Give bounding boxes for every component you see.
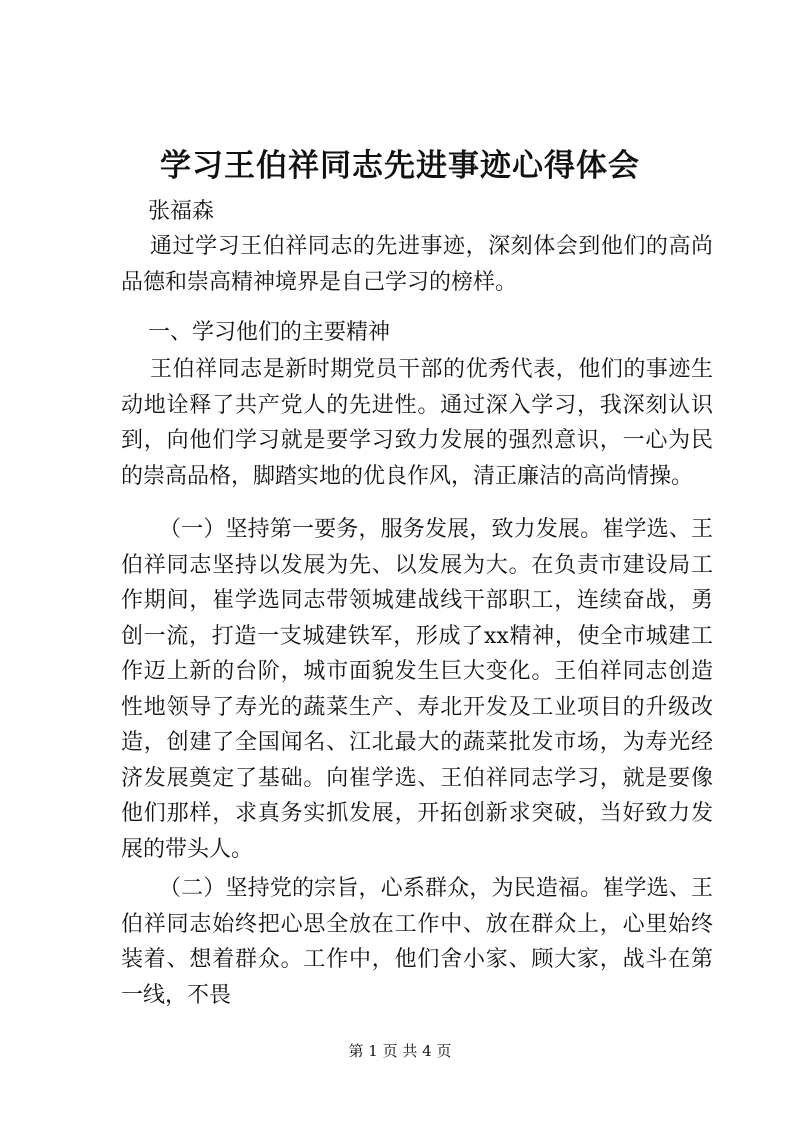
page-footer: 第 1 页 共 4 页 xyxy=(348,1042,452,1060)
paragraph-intro: 通过学习王伯祥同志的先进事迹，深刻体会到他们的高尚品德和崇高精神境界是自己学习的榜样。 xyxy=(121,234,713,295)
paragraph-point-two: （二）坚持党的宗旨，心系群众，为民造福。崔学选、王伯祥同志始终把心思全放在工作中、放在群众上，心里始终装着、想着群众。工作中，他们舍小家、顾大家，战斗在第一线，不畏 xyxy=(121,876,713,1008)
author-name: 张福森 xyxy=(148,199,215,224)
section-heading: 一、学习他们的主要精神 xyxy=(148,320,391,345)
paragraph-spirit: 王伯祥同志是新时期党员干部的优秀代表，他们的事迹生动地诠释了共产党人的先进性。通过深入学习，我深刻认识到，向他们学习就是要学习致力发展的强烈意识，一心为民的崇高品格，脚踏实地的优良作风，清正廉洁的高尚情操。 xyxy=(121,357,713,489)
document-title: 学习王伯祥同志先进事迹心得体会 xyxy=(160,148,640,184)
paragraph-point-one: （一）坚持第一要务，服务发展，致力发展。崔学选、王伯祥同志坚持以发展为先、以发展为大。在负责市建设局工作期间，崔学选同志带领城建战线干部职工，连续奋战，勇创一流，打造一支城建铁军，形成了xx精神，使全市城建工作迈上新的台阶，城市面貌发生巨大变化。王伯祥同志创造性地领导了寿光的蔬菜生产、寿北开发及工业项目的升级改造，创建了全国闻名、江北最大的蔬菜批发市场，为寿光经济发展奠定了基础。向崔学选、王伯祥同志学习，就是要像他们那样，求真务实抓发展，开拓创新求突破，当好致力发展的带头人。 xyxy=(121,517,713,862)
